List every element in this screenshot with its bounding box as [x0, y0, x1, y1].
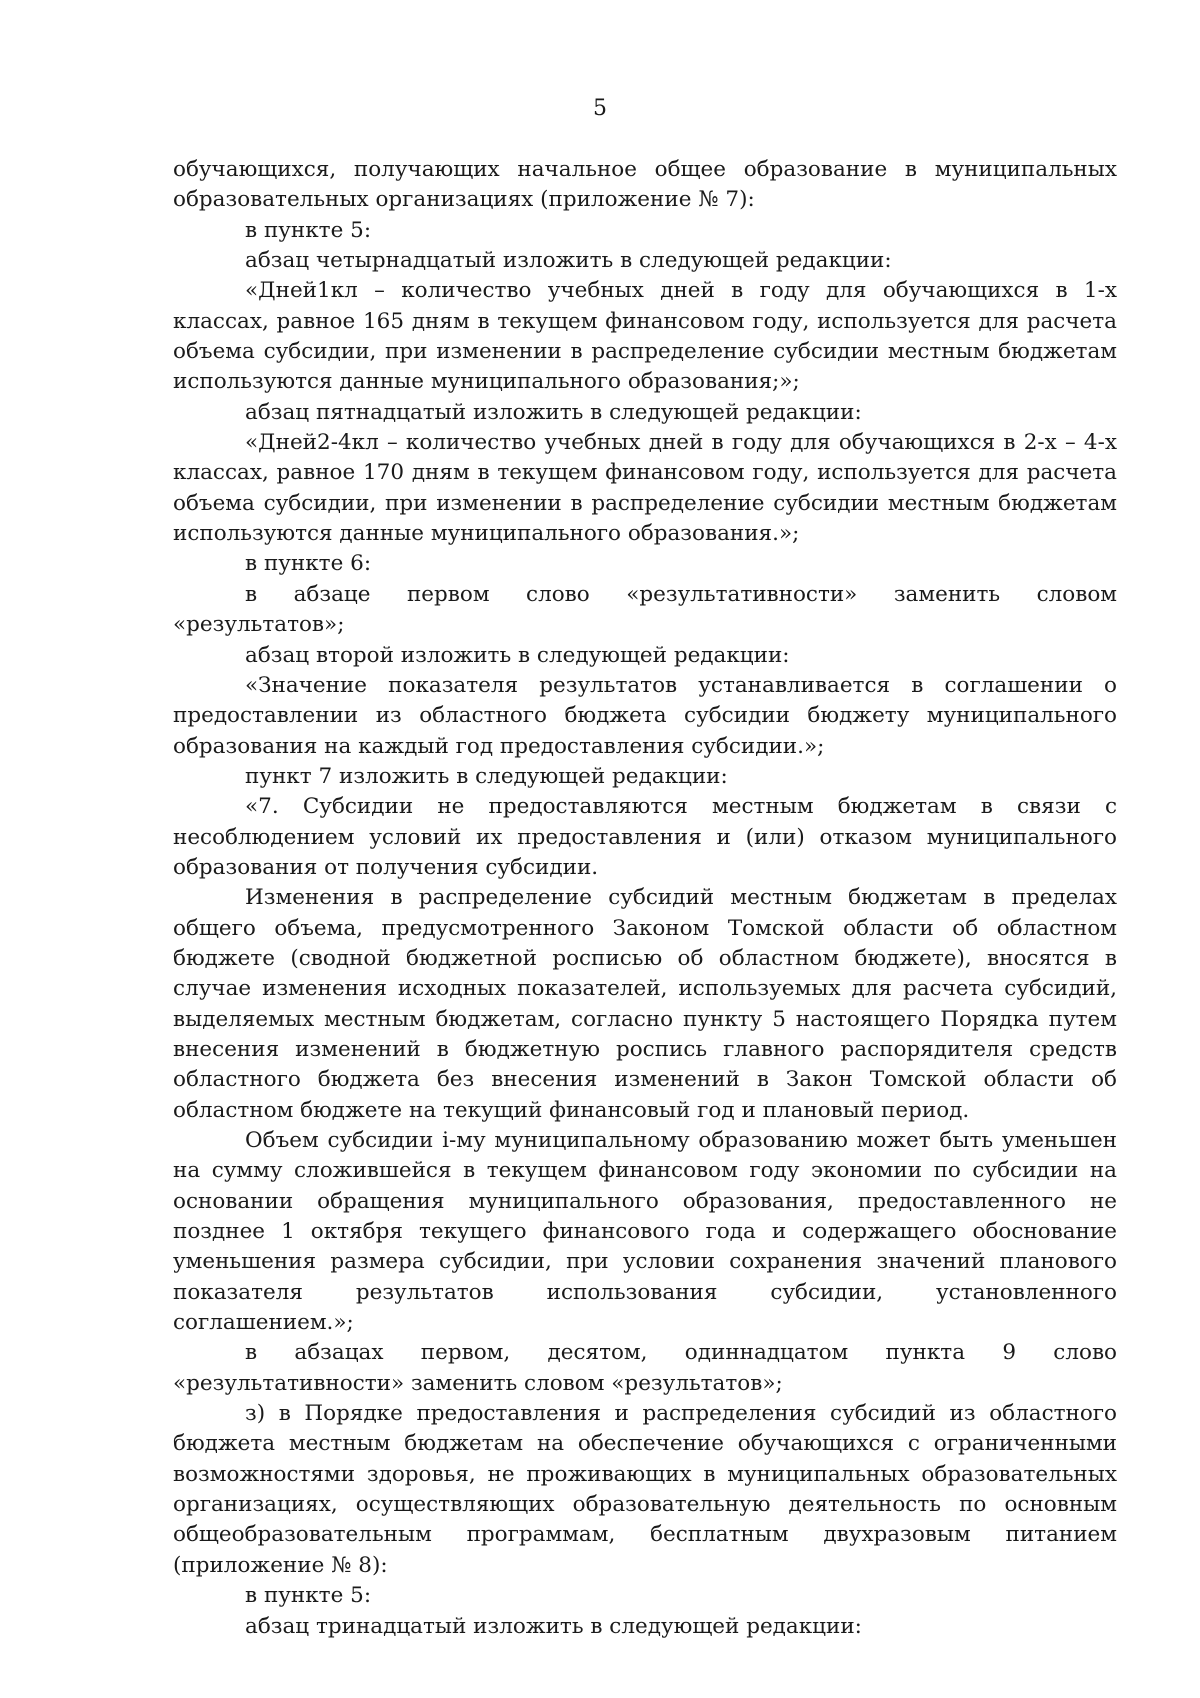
- paragraph-point-7-text: «7. Субсидии не предоставляются местным бюджетам в связи с несоблюдением условий их предоставления и (или) отказом муниципального образования от получения субсидии.: [173, 794, 1117, 880]
- paragraph-point-9-replacement: в абзацах первом, десятом, одиннадцатом пункта 9 слово «результативности» заменить словом «результатов»;: [173, 1340, 1117, 1396]
- paragraph-fourteenth-abzac-instruction: абзац четырнадцатый изложить в следующей редакции:: [245, 248, 892, 274]
- paragraph-thirteenth-abzac-instruction: абзац тринадцатый изложить в следующей редакции:: [245, 1613, 862, 1639]
- paragraph-word-replacement: в абзаце первом слово «результативности» заменить словом «результатов»;: [173, 581, 1117, 638]
- paragraph-subsidy-reduction: Объем субсидии i-му муниципальному образованию может быть уменьшен на сумму сложившейся в текущем финансовом году экономии по субсидии на основании обращения муниципального образования, предоставленного не позднее 1 октября текущего финансового года и содержащего обоснование уменьшения размера субсидии, при условии сохранения значений планового показателя результатов использования субсидии, установленного соглашением.»;: [173, 1128, 1117, 1336]
- paragraph-item-z-order: з) в Порядке предоставления и распределения субсидий из областного бюджета местным бюджетам на обеспечение обучающихся с ограниченными возможностями здоровья, не проживающих в муниципальных образовательных организациях, осуществляющих образовательную деятельность по основным общеобразовательным программам, бесплатным двухразовым питанием (приложение № 8):: [173, 1401, 1117, 1578]
- paragraph-point-6-heading: в пункте 6:: [245, 551, 372, 577]
- paragraph-fifteenth-abzac-instruction: абзац пятнадцатый изложить в следующей редакции:: [245, 399, 862, 425]
- paragraph-indicator-value: «Значение показателя результатов устанавливается в соглашении о предоставлении из областного бюджета субсидии бюджету муниципального образования на каждый год предоставления субсидии.»;: [173, 672, 1117, 759]
- paragraph-point-7-instruction: пункт 7 изложить в следующей редакции:: [245, 763, 728, 789]
- document-body: [173, 155, 1117, 1642]
- paragraph-second-abzac-instruction: абзац второй изложить в следующей редакции:: [245, 642, 790, 668]
- paragraph-days-1st-grade: «Дней1кл – количество учебных дней в году для обучающихся в 1-х классах, равное 165 дням в текущем финансовом году, используется для расчета объема субсидии, при изменении в распределение субсидии местным бюджетам используются данные муниципального образования;»;: [173, 278, 1117, 395]
- paragraph-distribution-changes: Изменения в распределение субсидий местным бюджетам в пределах общего объема, предусмотренного Законом Томской области об областном бюджете (сводной бюджетной росписью об областном бюджете), вносятся в случае изменения исходных показателей, используемых для расчета субсидий, выделяемых местным бюджетам, согласно пункту 5 настоящего Порядка путем внесения изменений в бюджетную роспись главного распорядителя средств областного бюджета без внесения изменений в Закон Томской области об областном бюджете на текущий финансовый год и плановый период.: [173, 885, 1117, 1123]
- paragraph-point-5-heading: в пункте 5:: [245, 217, 372, 243]
- paragraph-point-5-heading-2: в пункте 5:: [245, 1583, 372, 1609]
- paragraph-intro-continuation: обучающихся, получающих начальное общее образование в муниципальных образовательных организациях (приложение № 7):: [173, 157, 1117, 213]
- page-number: 5: [593, 96, 607, 121]
- paragraph-days-2-4-grade: «Дней2-4кл – количество учебных дней в году для обучающихся в 2-х – 4-х классах, равное 170 дням в текущем финансовом году, используется для расчета объема субсидии, при изменении в распределение субсидии местным бюджетам используются данные муниципального образования.»;: [173, 430, 1117, 547]
